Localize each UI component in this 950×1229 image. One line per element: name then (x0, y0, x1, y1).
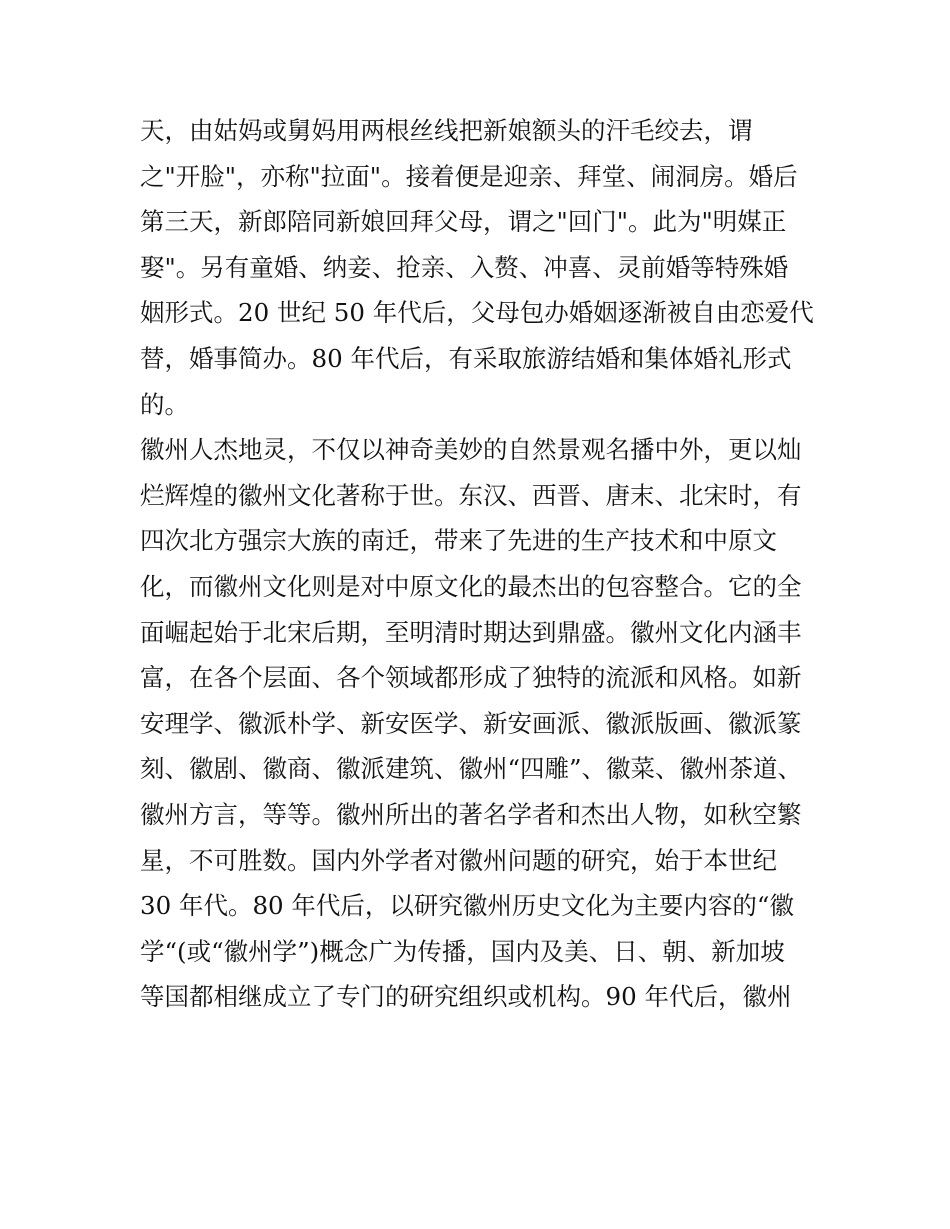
text-line: 第三天，新郎陪同新娘回拜父母，谓之"回门"。此为"明媒正 (140, 207, 787, 237)
paragraph-marriage-customs (140, 108, 820, 427)
text-line: 娶"。另有童婚、纳妾、抢亲、入赘、冲喜、灵前婚等特殊婚 (140, 252, 789, 282)
text-line: 的。 (140, 389, 189, 419)
text-line: 徽州方言，等等。徽州所出的著名学者和杰出人物，如秋空繁 (140, 799, 802, 829)
text-line: 刻、徽剧、徽商、徽派建筑、徽州“四雕”、徽菜、徽州茶道、 (140, 754, 803, 784)
text-line: 烂辉煌的徽州文化著称于世。东汉、西晋、唐末、北宋时，有 (140, 480, 802, 510)
text-line: 之"开脸"，亦称"拉面"。接着便是迎亲、拜堂、闹洞房。婚后 (140, 161, 798, 191)
text-line: 30 年代。80 年代后，以研究徽州历史文化为主要内容的“徽 (140, 891, 794, 921)
text-line: 天，由姑妈或舅妈用两根丝线把新娘额头的汗毛绞去，谓 (140, 116, 753, 145)
text-line: 面崛起始于北宋后期，至明清时期达到鼎盛。徽州文化内涵丰 (140, 617, 802, 647)
text-line: 星，不可胜数。国内外学者对徽州问题的研究，始于本世纪 (140, 845, 777, 875)
text-line: 富，在各个层面、各个领域都形成了独特的流派和风格。如新 (140, 663, 802, 693)
text-line: 等国都相继成立了专门的研究组织或机构。90 年代后，徽州 (140, 982, 792, 1012)
text-line: 徽州人杰地灵，不仅以神奇美妙的自然景观名播中外，更以灿 (140, 435, 802, 465)
text-line: 化，而徽州文化则是对中原文化的最杰出的包容整合。它的全 (140, 571, 802, 601)
document-body (140, 108, 820, 1020)
text-line: 四次北方强宗大族的南迁，带来了先进的生产技术和中原文 (140, 526, 777, 556)
text-line: 姻形式。20 世纪 50 年代后，父母包办婚姻逐渐被自由恋爱代 (140, 298, 814, 328)
text-line: 学“(或“徽州学”)概念广为传播，国内及美、日、朝、新加坡 (140, 936, 785, 966)
paragraph-huizhou-culture (140, 427, 820, 1020)
text-line: 安理学、徽派朴学、新安医学、新安画派、徽派版画、徽派篆 (140, 708, 802, 738)
text-line: 替，婚事简办。80 年代后，有采取旅游结婚和集体婚礼形式 (140, 343, 792, 373)
